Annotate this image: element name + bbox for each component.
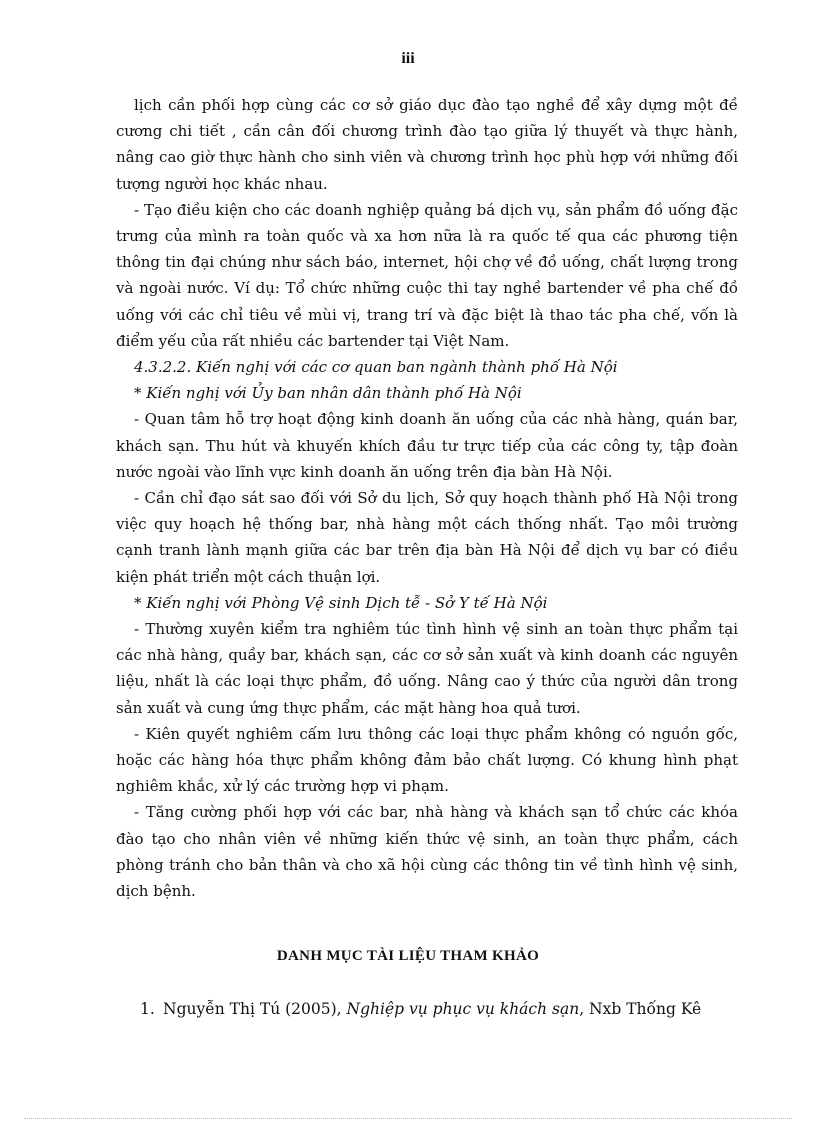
paragraph-promotion: - Tạo điều kiện cho các doanh nghiệp quảng bá dịch vụ, sản phẩm đồ uống đặc trưng của mình ra toàn quốc và xa hơn nữa là ra quốc tế qua các phương tiện thông tin đại chúng như sách báo, internet, hội chợ về đồ uống, chất lượng trong và ngoài nước. Ví dụ: Tổ chức những cuộc thi tay nghề bartender về pha chế đồ uống với các chỉ tiêu về mùi vị, trang trí và đặc biệt là thao tác pha chế, vốn là điểm yếu của rất nhiều các bartender tại Việt Nam.: [116, 200, 738, 350]
body-text: [116, 92, 738, 904]
page-number: iii: [401, 50, 415, 67]
paragraph-inspection: - Thường xuyên kiểm tra nghiêm túc tình hình vệ sinh an toàn thực phẩm tại các nhà hàng, quầy bar, khách sạn, các cơ sở sản xuất và kinh doanh các nguyên liệu, nhất là các loại thực phẩm, đồ uống. Nâng cao ý thức của người dân trong sản xuất và cung ứng thực phẩm, các mặt hàng hoa quả tươi.: [116, 620, 738, 717]
paragraph-prohibition: - Kiên quyết nghiêm cấm lưu thông các loại thực phẩm không có nguồn gốc, hoặc các hàng hóa thực phẩm không đảm bảo chất lượng. Có khung hình phạt nghiêm khắc, xử lý các trường hợp vi phạm.: [116, 724, 738, 796]
reference-publisher: , Nxb Thống Kê: [579, 1000, 702, 1018]
section-heading-4-3-2-2: 4.3.2.2. Kiến nghị với các cơ quan ban ngành thành phố Hà Nội: [134, 358, 618, 377]
paragraph-planning: - Cần chỉ đạo sát sao đối với Sở du lịch, Sở quy hoạch thành phố Hà Nội trong việc quy hoạch hệ thống bar, nhà hàng một cách thống nhất. Tạo môi trường cạnh tranh lành mạnh giữa các bar trên địa bàn Hà Nội để dịch vụ bar có điều kiện phát triển một cách thuận lợi.: [116, 489, 738, 586]
references-title: DANH MỤC TÀI LIỆU THAM KHẢO: [276, 948, 540, 964]
subheading-hygiene-department: * Kiến nghị với Phòng Vệ sinh Dịch tễ - Sở Y tế Hà Nội: [134, 593, 548, 612]
paragraph-support-business: - Quan tâm hỗ trợ hoạt động kinh doanh ăn uống của các nhà hàng, quán bar, khách sạn. Thu hút và khuyến khích đầu tư trực tiếp của các công ty, tập đoàn nước ngoài vào lĩnh vực kinh doanh ăn uống trên địa bàn Hà Nội.: [116, 410, 738, 481]
paragraph-training-plan: lịch cần phối hợp cùng các cơ sở giáo dục đào tạo nghề để xây dựng một đề cương chi tiết , cần cân đối chương trình đào tạo giữa lý thuyết và thực hành, nâng cao giờ thực hành cho sinh viên và chương trình học phù hợp với những đối tượng người học khác nhau.: [116, 96, 738, 193]
page-bottom-divider: [24, 1118, 792, 1119]
reference-author: Nguyễn Thị Tú (2005),: [163, 1000, 347, 1018]
reference-title: Nghiệp vụ phục vụ khách sạn: [346, 1000, 580, 1018]
subheading-people-committee: * Kiến nghị với Ủy ban nhân dân thành phố Hà Nội: [134, 384, 522, 403]
reference-item: [140, 1000, 760, 1018]
reference-list: [140, 1000, 760, 1018]
paragraph-cooperation: - Tăng cường phối hợp với các bar, nhà hàng và khách sạn tổ chức các khóa đào tạo cho nhân viên về những kiến thức vệ sinh, an toàn thực phẩm, cách phòng tránh cho bản thân và cho xã hội cùng các thông tin về tình hình vệ sinh, dịch bệnh.: [116, 803, 738, 901]
reference-number: 1.: [140, 1000, 155, 1018]
